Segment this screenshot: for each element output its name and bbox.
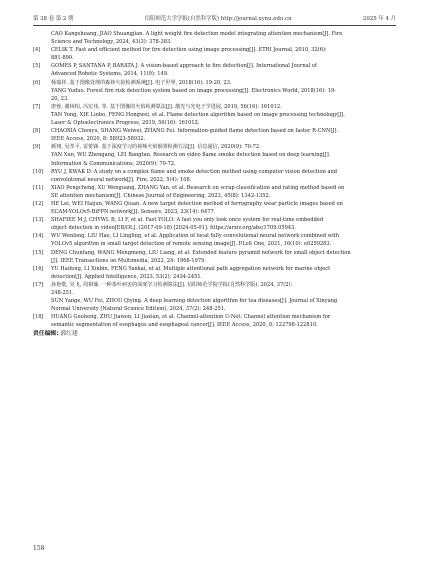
reference-line: HE Lei, WEI Haijun, WANG Qiuan. A new target detection method of ferrography wear particle images based on: [51, 200, 343, 207]
reference-number: [33, 30, 51, 46]
reference-line: CHAOXIA Chenyu, SHANG Weiwei, ZHANG Fei. Information-guided flame detection based on faster R-CNN[J].: [51, 128, 339, 135]
reference-line: YU Haifeng, LI Xinbin, FENG Yankai, et al. Multiple attentional path aggregation network for marine object: [51, 265, 331, 272]
reference-text: [51, 184, 396, 200]
reference-line: 248-251.: [51, 290, 74, 296]
reference-text: [51, 313, 396, 329]
reference-entry: [33, 30, 396, 46]
reference-number: [14]: [33, 233, 44, 240]
reference-entry: [33, 127, 396, 143]
reference-line: 唐蓉, 谢林柏, 冯宏伟, 等. 基于图像的火焰检测算法[J]. 激光与光电子学进展, 2019, 56(16): 161012.: [51, 103, 282, 110]
reference-line: 881-890.: [51, 55, 74, 62]
reference-entry: [33, 143, 396, 167]
reference-line: SE attention mechanism[J]. Chinese Journal of Engineering, 2023, 45(8): 1342-1352.: [51, 192, 271, 199]
reference-entry: [33, 200, 396, 216]
reference-text: [51, 168, 396, 184]
reference-line: detection[J]. Applied Intelligence, 2023, 53(2): 2434-2451.: [51, 273, 203, 280]
reference-entry: [33, 249, 396, 265]
reference-line: convolutional neural network[J]. Fire, 2022, 5(4): 108.: [51, 176, 192, 183]
reference-entry: [33, 232, 396, 248]
reference-text: [51, 143, 396, 167]
reference-number: [8]: [33, 128, 41, 135]
reference-number: [13]: [33, 217, 44, 224]
reference-line: SHAFIEE M J, CHYWL B, LI F, et al. Fast YOLO: A fast you only look once system for real-time embedded: [51, 217, 324, 224]
reference-line: DENG Chunfang, WANG Mengmeng, LIU Liang, et al. Extended feature pyramid network for small object detection: [51, 249, 351, 256]
reference-text: [51, 127, 396, 143]
reference-line: HUANG Guoheng, ZHU Jiawen, LI Jiaxian, et al. Channel-attention U-Net: Channel attention mechanism for: [51, 314, 331, 321]
reference-line: Advanced Robotic Systems, 2014, 11(9): 149.: [51, 71, 169, 78]
reference-text: [51, 200, 396, 216]
reference-line: IEEE Access, 2020, 8: 58923-58932.: [51, 136, 146, 143]
reference-line: Laser & Optoelectronics Progress, 2019, 56(16): 161012.: [51, 120, 200, 127]
reference-line: [J]. IEEE Transactions on Multimedia, 2022, 24: 1968-1979.: [51, 257, 207, 264]
reference-line: WU Wenlong, LIU Hao, LI Lingling, et al. Application of local fully convolutional neural network combined with: [51, 233, 340, 240]
reference-text: [51, 30, 396, 46]
reference-text: [51, 46, 396, 62]
reference-line: YANG Yuduo. Forest fire risk detection system based on image processing[J]. Electronics World, 2018(16): 19-: [51, 87, 336, 94]
page-content: [33, 14, 396, 338]
reference-text: [51, 216, 396, 232]
reference-text: [51, 79, 396, 103]
reference-number: [9]: [33, 144, 41, 151]
reference-entry: [33, 46, 396, 62]
reference-line: Information & Communications, 2020(9): 70-72.: [51, 160, 176, 167]
reference-number: [16]: [33, 265, 44, 272]
reference-number: [7]: [33, 103, 41, 110]
reference-line: YAN Xun, WU Zhengang, LEI Bangtan. Research on video flame smoke detection based on deep learning[J].: [51, 152, 331, 159]
reference-number: [12]: [33, 200, 44, 207]
reference-line: Science and Technology, 2024, 43(3): 378-383.: [51, 39, 172, 46]
reference-number: [10]: [33, 168, 44, 175]
reference-line: TAN Yong, XIE Linbo, FENG Hongwei, et al. Flame detection algorithm based on image processing technology[J].: [51, 111, 345, 118]
reference-line: SUN Yange, WU Fei, ZHOU Qiying. A deep learning detection algorithm for tea diseases[J]. Journal of Xinyang: [51, 298, 338, 305]
reference-entry: [33, 62, 396, 78]
running-header: [33, 14, 396, 26]
reference-number: [18]: [33, 314, 44, 321]
reference-line: CELIK T. Fast and efficient method for fire detection using image processing[J]. ETRI Journal, 2010, 32(6):: [51, 47, 327, 54]
reference-entry: [33, 79, 396, 103]
volume-issue: 第 38 卷 第 2 期: [33, 16, 74, 22]
reference-entry: [33, 103, 396, 127]
reference-line: 杨瑞祥. 基于图像处理的森林火险检测系统[J]. 电子世界, 2018(16): 19-20, 23.: [51, 79, 232, 86]
reference-number: [5]: [33, 63, 41, 70]
responsible-editor: [33, 330, 396, 338]
reference-line: Normal University (Natural Science Edition), 2024, 37(2): 248-251.: [51, 306, 226, 313]
reference-number: [17]: [33, 281, 44, 288]
reference-entry: [33, 265, 396, 281]
reference-line: GOMES P, SANTANA P, BARATA J. A vision-based approach to fire detection[J]. International Journal of: [51, 63, 317, 70]
reference-entry: [33, 313, 396, 329]
issue-date: 2025 年 4 月: [362, 16, 396, 22]
reference-text: [51, 232, 396, 248]
reference-entry: [33, 281, 396, 313]
reference-line: 颜翔, 吴孝平, 雷蕾锋. 基于深度学习的视频火焰烟雾检测方法[J]. 信息通信, 2020(9): 70-72.: [51, 144, 261, 151]
reference-number: [4]: [33, 47, 41, 54]
reference-line: YOLOv5 algorithm in small target detection of remote sensing image[J]. PLoS One, 2021, 16(10): e0259283.: [51, 241, 332, 248]
reference-line: semantic segmentation of esophagus and esophageal cancer[J]. IEEE Access, 2020, 8: 122798-122810.: [51, 322, 318, 329]
reference-line: CAO Kangshuang, JIAO Shuangjian. A light weight fire detection model integrating attention mechanism[J]. Fire: [51, 31, 343, 37]
reference-entry: [33, 184, 396, 200]
reference-line: 孙艳歌, 吴飞, 周祺瑜. 一种茶叶病害的深度学习检测算法[J]. 信阳师范学院学报(自然科学版), 2024, 37(2):: [51, 281, 293, 288]
reference-entry: [33, 168, 396, 184]
reference-text: [51, 249, 396, 265]
reference-line: object detection in video[EB/OL]. (2017-09-18) [2024-05-01]. https://arxiv.org/abs/1709.05943.: [51, 225, 296, 232]
reference-list: [33, 30, 396, 329]
reference-text: [51, 265, 396, 281]
editor-label: 责任编辑:: [33, 331, 59, 338]
reference-number: [11]: [33, 184, 44, 191]
reference-entry: [33, 216, 396, 232]
reference-line: ECAM-YOLOv5-BiFPN network[J]. Sensors, 2023, 23(14): 6477.: [51, 209, 216, 216]
editor-name: 郭红建: [60, 331, 78, 338]
reference-number: [15]: [33, 249, 44, 256]
reference-text: [51, 62, 396, 78]
reference-number: [6]: [33, 79, 41, 86]
reference-line: XIAO Pengcheng, XU Wenguang, ZHANG Yan, et al. Research on scrap classification and rating method based on: [51, 184, 345, 191]
reference-line: RYU J, KWAK D. A study on a complex flame and smoke detection method using computer vision detection and: [51, 168, 338, 175]
reference-text: [51, 103, 396, 127]
reference-text: [51, 281, 396, 313]
reference-line: 20, 23.: [51, 95, 69, 102]
page-number: 158: [33, 545, 45, 552]
journal-name: 信阳师范大学学报(自然科学版) http://journal.xynu.edu.cn: [144, 16, 292, 22]
